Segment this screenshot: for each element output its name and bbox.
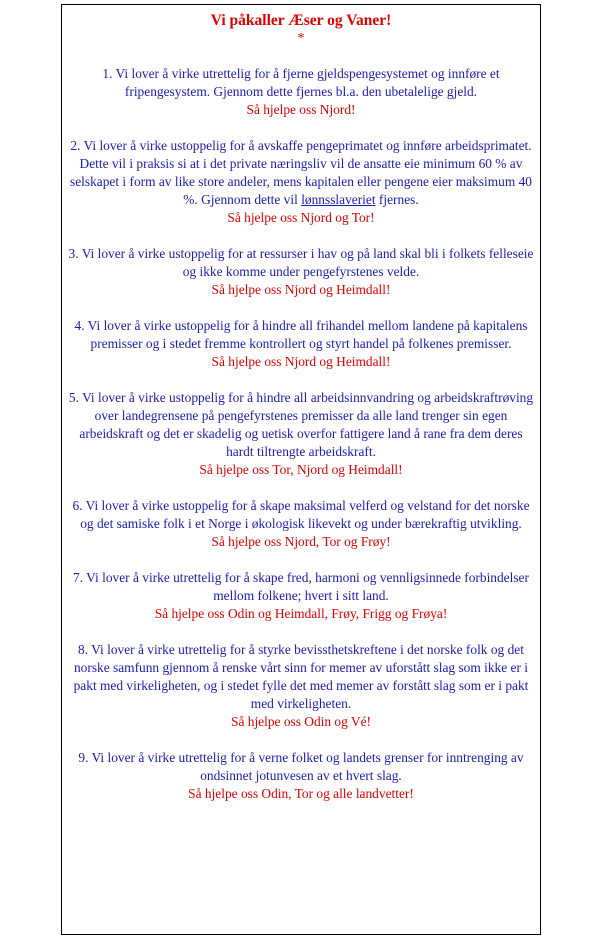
underlined-term: lønnsslaveriet: [301, 192, 376, 207]
vow-blessing: Så hjelpe oss Odin og Vé!: [231, 714, 371, 729]
vow-blessing: Så hjelpe oss Odin, Tor og alle landvetter!: [188, 786, 414, 801]
vow-item-9: [68, 749, 534, 803]
vow-text: 1. Vi lover å virke utrettelig for å fjerne gjeldspengesystemet og innføre et fripengesystem. Gjennom dette fjernes bl.a. den ubetalelige gjeld.: [102, 66, 500, 99]
vow-text: 6. Vi lover å virke ustoppelig for å skape maksimal velferd og velstand for det norske og det samiske folk i et Norge i økologisk likevekt og under bærekraftig utvikling.: [72, 498, 530, 531]
vow-item-8: [68, 641, 534, 731]
vow-text: 8. Vi lover å virke utrettelig for å styrke bevissthetskreftene i det norske folk og det norske samfunn gjennom å renske vårt sinn for memer av uforstått slag som ikke er i pakt med virkeligheten, og i stedet fylle det med memer av forstått slag som er i pakt med virkeligheten.: [73, 642, 529, 711]
title-separator: *: [297, 31, 305, 46]
vow-item-7: [68, 569, 534, 623]
vow-item-6: [68, 497, 534, 551]
vow-item-2: [68, 137, 534, 227]
vow-blessing: Så hjelpe oss Njord og Heimdall!: [211, 282, 391, 297]
vow-blessing: Så hjelpe oss Njord!: [246, 102, 356, 117]
vow-text: 5. Vi lover å virke ustoppelig for å hindre all arbeidsinnvandring og arbeidskraftrøving over landegrensene på pengefyrstenes premisser da alle land trenger sin egen arbeidskraft og det er skadelig og uetisk overfor fattigere land å rane fra dem deres hardt tiltrengte arbeidskraft.: [68, 390, 534, 459]
vow-text: 3. Vi lover å virke ustoppelig for at ressurser i hav og på land skal bli i folkets felleseie og ikke komme under pengefyrstenes velde.: [68, 246, 534, 279]
document-title: Vi påkaller Æser og Vaner!: [210, 12, 392, 29]
vow-item-5: [68, 389, 534, 479]
vow-text: 9. Vi lover å virke utrettelig for å verne folket og landets grenser for inntrenging av ondsinnet jotunvesen av et hvert slag.: [78, 750, 524, 783]
vow-blessing: Så hjelpe oss Odin og Heimdall, Frøy, Frigg og Frøya!: [154, 606, 448, 621]
vow-item-4: [68, 317, 534, 371]
vow-item-3: [68, 245, 534, 299]
vow-blessing: Så hjelpe oss Tor, Njord og Heimdall!: [199, 462, 403, 477]
document-frame: [61, 4, 541, 935]
vow-blessing: Så hjelpe oss Njord og Heimdall!: [211, 354, 391, 369]
vow-blessing: Så hjelpe oss Njord, Tor og Frøy!: [211, 534, 391, 549]
vow-text: 2. Vi lover å virke ustoppelig for å avskaffe pengeprimatet og innføre arbeidsprimatet.: [70, 138, 532, 153]
vow-text: 7. Vi lover å virke utrettelig for å skape fred, harmoni og vennligsinnede forbindelser mellom folkene; hvert i sitt land.: [73, 570, 529, 603]
vow-item-1: [68, 65, 534, 119]
vow-text-continued: [68, 155, 534, 209]
vow-blessing: Så hjelpe oss Njord og Tor!: [227, 210, 375, 225]
vow-text-end: fjernes.: [375, 192, 419, 207]
vow-text: 4. Vi lover å virke ustoppelig for å hindre all frihandel mellom landene på kapitalens premisser og i stedet fremme kontrollert og styrt handel på folkenes premisser.: [74, 318, 528, 351]
vow-text-body: Dette vil i praksis si at i det private næringsliv vil de ansatte eie minimum 60 % av selskapet i form av like store andeler, mens kapitalen eller pengene eier maksimum 40 %. Gjennom dette vil: [69, 156, 533, 207]
